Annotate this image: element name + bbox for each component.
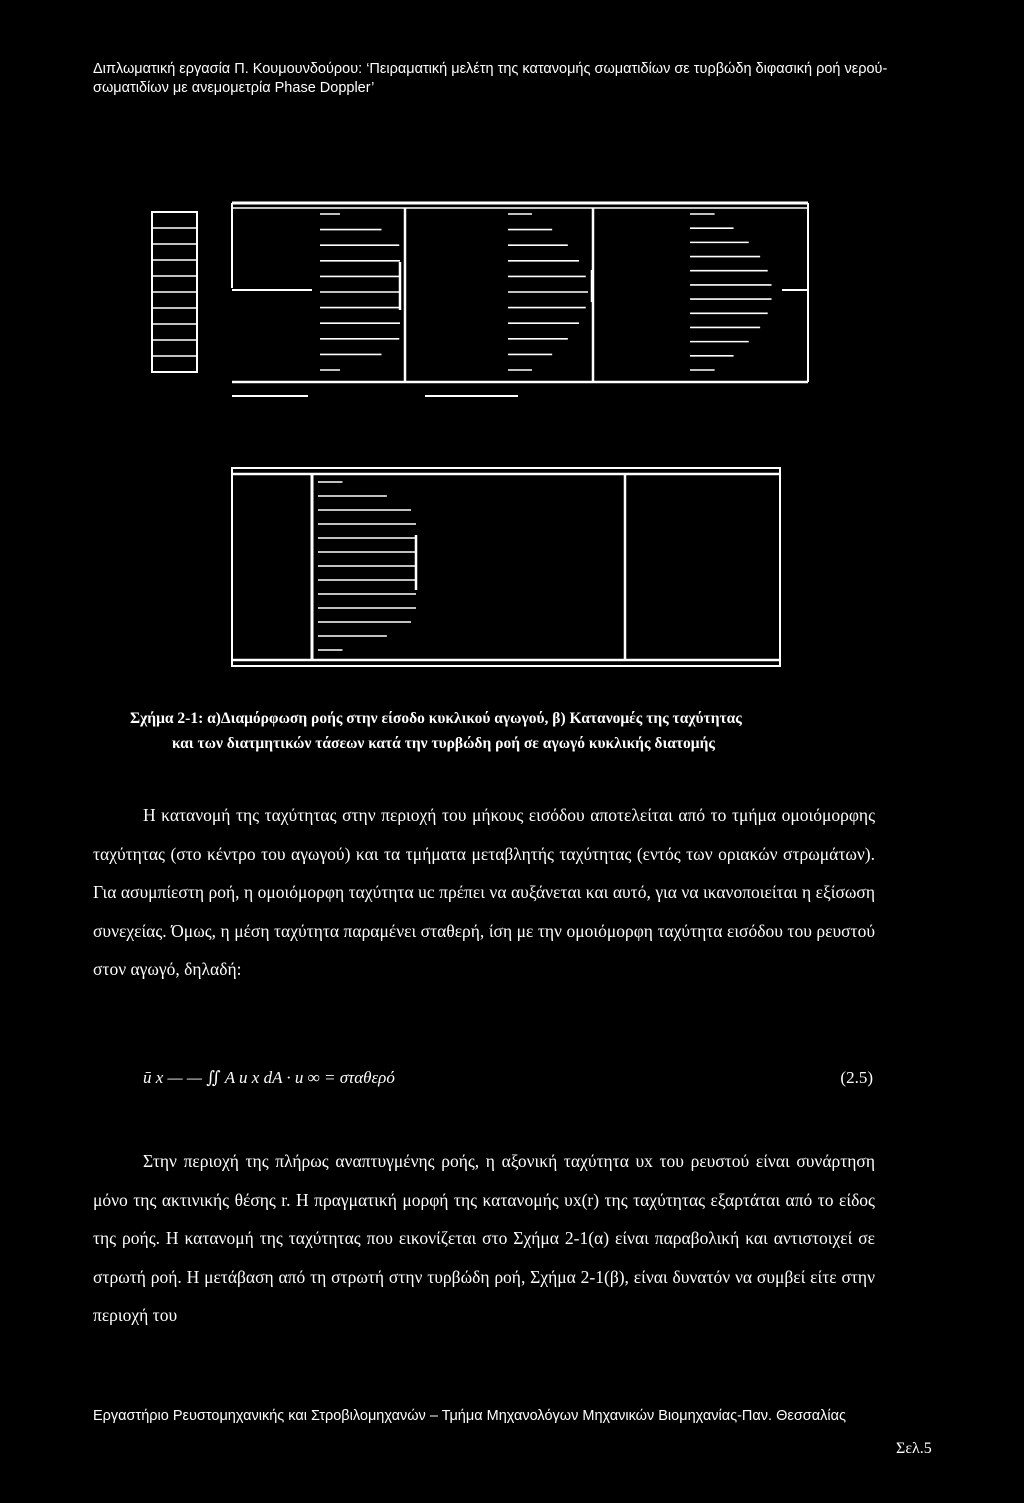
- page-footer: Εργαστήριο Ρευστομηχανικής και Στροβιλομηχανών – Τμήμα Μηχανολόγων Μηχανικών Βιομηχανίας-Παν. Θεσσαλίας: [93, 1408, 846, 1424]
- running-header: Διπλωματική εργασία Π. Κουμουνδούρου: ‘Πειραματική μελέτη της κατανομής σωματιδίων σε τυρβώδη διφασική ροή νερού-σωματιδίων με ανεμομετρία Phase Doppler’: [93, 61, 888, 96]
- paragraph-1: Η κατανομή της ταχύτητας στην περιοχή του μήκους εισόδου αποτελείται από το τμήμα ομοιόμορφης ταχύτητας (στο κέντρο του αγωγού) και τα τμήματα μεταβλητής ταχύτητας (εντός των οριακών στρωμάτων). Για ασυμπίεστη ροή, η ομοιόμορφη ταχύτητα uc πρέπει να αυξάνεται και αυτό, για να ικανοποιείται η εξίσωση συνεχείας. Όμως, η μέση ταχύτητα παραμένει σταθερή, ίση με την ομοιόμορφη ταχύτητα εισόδου του ρευστού στον αγωγό, δηλαδή:: [93, 805, 875, 979]
- page-number: Σελ.5: [896, 1440, 932, 1457]
- equation-2-5: [143, 1066, 873, 1098]
- caption-line-1: Σχήμα 2-1: α)Διαμόρφωση ροής στην είσοδο κυκλικού αγωγού, β) Κατανομές της ταχύτητας: [130, 710, 742, 727]
- figure-a-pipe-entrance: [152, 203, 808, 396]
- caption-line-2: και των διατμητικών τάσεων κατά την τυρβώδη ροή σε αγωγό κυκλικής διατομής: [172, 735, 715, 752]
- figure-b-turbulent-profile: [232, 468, 780, 666]
- equation-expression: ū x — — ∬ A u x dA · u ∞ = σταθερό: [143, 1068, 395, 1087]
- equation-number: (2.5): [840, 1068, 873, 1087]
- figure-caption: [130, 706, 910, 756]
- figure-2-1: [0, 0, 1024, 680]
- paragraph-2: Στην περιοχή της πλήρως αναπτυγμένης ροής, η αξονική ταχύτητα υx του ρευστού είναι συνάρτηση μόνο της ακτινικής θέσης r. Η πραγματική μορφή της κατανομής υx(r) της ταχύτητας εξαρτάται από το είδος της ροής. Η κατανομή της ταχύτητας που εικονίζεται στο Σχήμα 2-1(α) είναι παραβολική και αντιστοιχεί σε στρωτή ροή. Η μετάβαση από τη στρωτή στην τυρβώδη ροή, Σχήμα 2-1(β), είναι δυνατόν να συμβεί είτε στην περιοχή του: [93, 1151, 875, 1325]
